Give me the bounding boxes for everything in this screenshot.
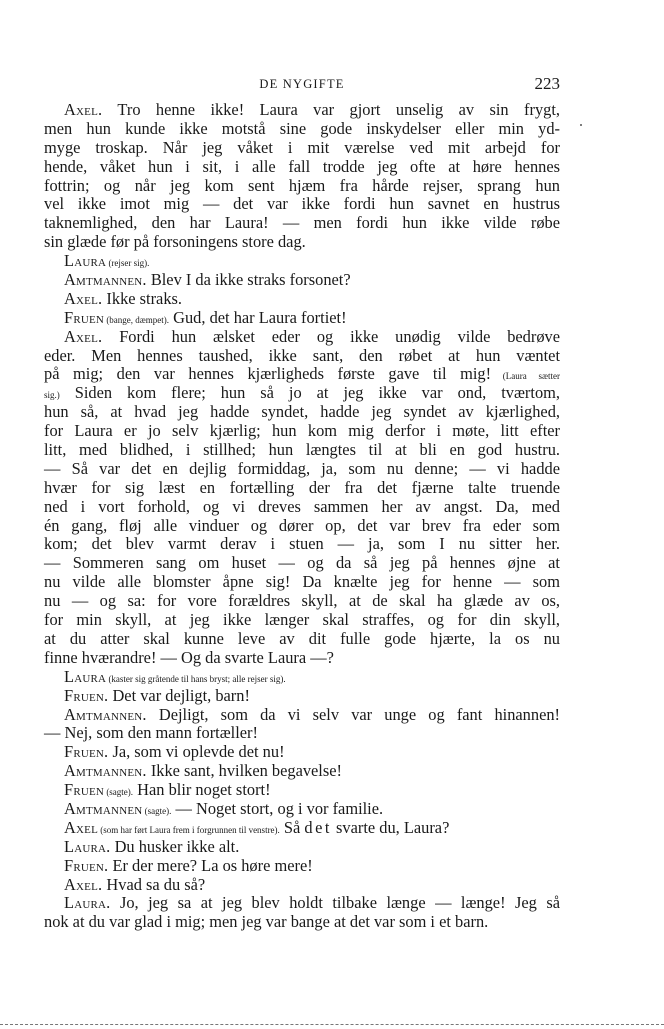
speaker-name: Amtmannen.	[64, 704, 147, 724]
stage-direction: (kaster sig gråtende til hans bryst; alle rejser sig).	[106, 673, 286, 684]
text-line	[44, 498, 560, 517]
stage-direction: (Laura sætter	[491, 371, 561, 382]
text-line	[44, 668, 560, 687]
page-number: 223	[534, 74, 560, 93]
text-line	[44, 876, 560, 895]
text-run: for Laura er jo selv kjærlig; hun kom mig derfor i møte, litt efter	[44, 421, 560, 441]
text-run: Han blir noget stort!	[133, 780, 271, 800]
speaker-name: Fruen	[64, 780, 105, 800]
text-line	[44, 819, 560, 838]
stage-direction: sig.)	[44, 390, 60, 401]
text-line	[44, 479, 560, 498]
text-run: — Noget stort, og i vor familie.	[171, 798, 384, 818]
text-line	[44, 724, 560, 743]
speaker-name: Laura.	[64, 893, 111, 913]
speaker-name: Fruen.	[64, 685, 109, 705]
text-line	[44, 120, 560, 139]
speaker-name: Laura	[64, 666, 107, 686]
speaker-name: Axel.	[64, 100, 103, 119]
text-line	[44, 762, 560, 781]
text-line	[44, 649, 560, 668]
text-line	[44, 441, 560, 460]
text-run: fottrin; og når jeg kom sent hjæm fra hårde rejser, sprang hun	[44, 175, 560, 195]
text-line	[44, 517, 560, 536]
text-run: Det var dejligt, barn!	[108, 685, 250, 705]
text-line	[44, 422, 560, 441]
text-run: ned i vort forhold, og vi dreves sammen her av angst. Da, med	[44, 496, 560, 516]
text-run: — Sommeren sang om huset — og da så jeg på hennes øjne at	[44, 553, 560, 573]
text-run: Blev I da ikke straks forsonet?	[146, 270, 351, 290]
text-line	[44, 271, 560, 290]
bottom-scan-edge	[0, 1024, 664, 1025]
speaker-name: Axel.	[64, 288, 103, 308]
margin-speck	[580, 124, 582, 126]
text-run: Så	[279, 817, 305, 837]
speaker-name: Laura.	[64, 836, 111, 856]
text-run: taknemlighed, den har Laura! — men fordi hun ikke vilde røbe	[44, 213, 560, 233]
text-run: Jo, jeg sa at jeg blev holdt tilbake længe — længe! Jeg så	[110, 893, 560, 913]
text-run: Er der mere? La os høre mere!	[108, 855, 313, 875]
speaker-name: Axel.	[64, 874, 103, 894]
text-run: Siden kom flere; hun så jo at jeg ikke var ond, tværtom,	[59, 383, 560, 403]
text-line	[44, 290, 560, 309]
stage-direction: (sagte).	[104, 787, 134, 798]
text-line	[44, 535, 560, 554]
speaker-name: Fruen.	[64, 742, 109, 762]
stage-direction: (som har ført Laura frem i forgrunnen til venstre).	[98, 824, 280, 835]
text-line	[44, 913, 560, 932]
text-run: Tro henne ikke! Laura var gjort unselig av sin frygt,	[102, 100, 560, 119]
text-line	[44, 233, 560, 252]
text-line	[44, 177, 560, 196]
text-line	[44, 800, 560, 819]
text-run: men hun kunde ikke motstå sine gode inskydelser eller min yd-	[44, 118, 560, 138]
text-line	[44, 687, 560, 706]
text-run: Ikke sant, hvilken begavelse!	[146, 761, 342, 781]
speaker-name: Laura	[64, 251, 107, 271]
text-run: Fordi hun ælsket eder og ikke unødig vilde bedrøve	[102, 326, 560, 346]
text-run: Gud, det har Laura fortiet!	[169, 307, 347, 327]
text-line	[44, 573, 560, 592]
text-line	[44, 857, 560, 876]
text-line	[44, 781, 560, 800]
emphasized-word: det	[304, 817, 332, 837]
text-run: — Så var det en dejlig formiddag, ja, som nu denne; — vi hadde	[44, 458, 560, 478]
running-title: DE NYGIFTE	[259, 77, 345, 91]
text-line	[44, 592, 560, 611]
text-line	[44, 252, 560, 271]
text-line	[44, 309, 560, 328]
text-run: — Nej, som den mann fortæller!	[44, 723, 258, 743]
text-run: nu — og sa: for vore forældres skyll, at de skal ha glæde av os,	[44, 591, 560, 611]
text-line	[44, 214, 560, 233]
text-line	[44, 460, 560, 479]
text-line	[44, 365, 560, 384]
text-run: Hvad sa du så?	[102, 874, 206, 894]
speaker-name: Amtmannen	[64, 798, 143, 818]
text-line	[44, 894, 560, 913]
speaker-name: Amtmannen.	[64, 761, 147, 781]
stage-direction: (bange, dæmpet).	[104, 314, 170, 325]
stage-direction: (rejser sig).	[106, 258, 150, 269]
text-run: litt, med blidhed, i stillhed; hun længtes til at bli en god hustru.	[44, 440, 560, 460]
text-run: nu vilde alle blomster åpne sig! Da knælte jeg for henne — som	[44, 572, 560, 592]
text-run: hun så, at hvad jeg hadde syndet, hadde jeg syndet av kjærlighed,	[44, 402, 560, 422]
text-line	[44, 743, 560, 762]
text-run: for min skyll, at jeg ikke længer skal straffes, og for din skyll,	[44, 610, 560, 630]
text-run: hende, våket hun i sit, i alle fall trodde jeg ofte at høre hennes	[44, 156, 560, 176]
text-line	[44, 195, 560, 214]
text-run: at du atter skal kunne leve av dit fulle gode hjærte, la os nu	[44, 628, 560, 648]
text-line	[44, 630, 560, 649]
text-run: Dejligt, som da vi selv var unge og fant hinannen!	[146, 704, 560, 724]
text-line	[44, 101, 560, 120]
text-run: én gang, fløj alle vinduer og dører op, det var brev fra eder som	[44, 515, 560, 535]
text-line	[44, 328, 560, 347]
text-line	[44, 384, 560, 403]
speaker-name: Axel	[64, 817, 99, 837]
speaker-name: Fruen.	[64, 855, 109, 875]
text-line	[44, 403, 560, 422]
text-run: vel ikke imot mig — det var ikke fordi hun savnet en hustrus	[44, 194, 560, 214]
text-run: eder. Men hennes taushed, ikke sant, den røbet at hun væntet	[44, 345, 560, 365]
text-run: hvær for sig læst en fortælling der fra det fjærne talte truende	[44, 477, 560, 497]
speaker-name: Axel.	[64, 326, 103, 346]
page-header	[44, 74, 560, 96]
text-run: kom; det blev varmt derav i stuen — ja, som I nu sitter her.	[44, 534, 560, 554]
text-run: Du husker ikke alt.	[110, 836, 240, 856]
text-run: nok at du var glad i mig; men jeg var bange at det var som i et barn.	[44, 912, 489, 932]
text-run: på mig; den var hennes kjærligheds første gave til mig!	[44, 364, 492, 384]
stage-direction: (sagte).	[142, 805, 172, 816]
text-line	[44, 838, 560, 857]
speaker-name: Amtmannen.	[64, 270, 147, 290]
text-run: sin glæde før på forsoningens store dag.	[44, 232, 306, 252]
text-line	[44, 139, 560, 158]
speaker-name: Fruen	[64, 307, 105, 327]
text-line	[44, 611, 560, 630]
body-text	[44, 101, 560, 932]
text-line	[44, 158, 560, 177]
text-line	[44, 347, 560, 366]
text-run: svarte du, Laura?	[331, 817, 450, 837]
text-run: Ja, som vi oplevde det nu!	[108, 742, 285, 762]
text-run: myge troskap. Når jeg våket i mit værelse ved mit arbejd for	[44, 137, 560, 157]
text-run: finne hværandre! — Og da svarte Laura —?	[44, 647, 334, 667]
text-line	[44, 554, 560, 573]
text-line	[44, 706, 560, 725]
text-run: Ikke straks.	[102, 288, 182, 308]
